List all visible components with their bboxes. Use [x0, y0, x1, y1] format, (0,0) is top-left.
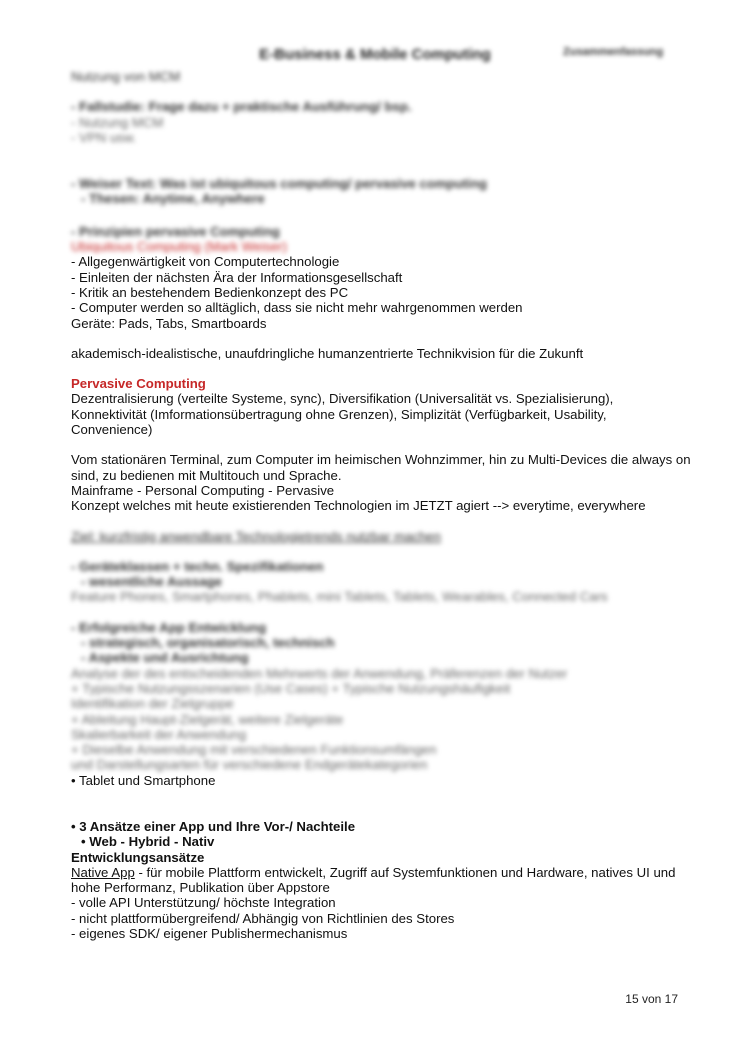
ubiquitous-item: - Computer werden so alltäglich, dass sie nicht mehr wahrgenommen werden: [71, 300, 523, 316]
section1-heading: - Fallstudie: Frage dazu + praktische Ausführung/ bsp.: [71, 99, 412, 115]
section4-sub: - wesentliche Aussage: [81, 574, 222, 590]
native-app-label: Native App: [71, 864, 135, 880]
native-item: - nicht plattformübergreifend/ Abhängig von Richtlinien des Stores: [71, 910, 455, 926]
vision-line: akademisch-idealistische, unaufdringliche humanzentrierte Technikvision für die Zukunft: [71, 345, 584, 361]
section6-heading: • 3 Ansätze einer App und Ihre Vor-/ Nachteile: [71, 818, 356, 834]
section1-item: - VPN usw.: [71, 129, 137, 145]
section4-goal: Ziel: kurzfristig anwendbare Technologietrends nutzbar machen: [71, 528, 441, 544]
devices-line: Geräte: Pads, Tabs, Smartboards: [71, 315, 267, 331]
section5-heading: - Erfolgreiche App Entwicklung: [71, 619, 267, 635]
approaches-heading: Entwicklungsansätze: [71, 849, 205, 865]
section1-item: - Nutzung MCM: [71, 114, 164, 130]
ubiquitous-item: - Einleiten der nächsten Ära der Informationsgesellschaft: [71, 269, 403, 285]
section5-sub: - Aspekte und Ausrichtung: [81, 650, 249, 666]
section5-line: und Darstellungsarten für verschiedene Endgerätekategorien: [71, 757, 428, 773]
section5-sub: - strategisch, organisatorisch, technisch: [81, 635, 335, 651]
pervasive-line3: Mainframe - Personal Computing - Pervasive: [71, 482, 335, 498]
page-number: 15 von 17: [625, 992, 678, 1006]
ubiquitous-item: - Kritik an bestehendem Bedienkonzept des PC: [71, 284, 349, 300]
section5-line: + Typische Nutzungsszenarien (Use Cases) + Typische Nutzungshäufigkeit: [71, 680, 511, 696]
section5-line: + Ableitung Haupt-Zielgerät, weitere Zielgeräte: [71, 711, 344, 727]
pervasive-para2: Vom stationären Terminal, zum Computer im heimischen Wohnzimmer, hin zu Multi-Devices die always on sind, zu bedienen mit Multitouch und Sprache.: [71, 452, 691, 483]
section2-sub: - Thesen: Anytime, Anywhere: [81, 191, 265, 207]
section2-heading: - Weiser Text: Was ist ubiquitous computing/ pervasive computing: [71, 176, 487, 192]
header-title: E-Business & Mobile Computing: [259, 46, 491, 63]
section4-devices: Feature Phones, Smartphones, Phablets, mini Tablets, Tablets, Wearables, Connected Cars: [71, 589, 608, 605]
section5-line: Analyse der des entscheidenden Mehrwerts der Anwendung, Präferenzen der Nutzer: [71, 665, 568, 681]
page-content: [71, 69, 691, 941]
native-app-paragraph: [71, 865, 691, 896]
header-summary-label: Zusammenfassung: [563, 46, 664, 58]
section6-sub: • Web - Hybrid - Nativ: [81, 834, 215, 850]
pervasive-heading: Pervasive Computing: [71, 376, 206, 392]
pervasive-para1: Dezentralisierung (verteilte Systeme, sync), Diversifikation (Universalität vs. Spezialisierung), Konnektivität (Imformationsübertragung ohne Grenzen), Simplizität (Verfügbarkeit, Usability, Convenience): [71, 391, 614, 438]
section5-line: Skalierbarkeit der Anwendung: [71, 726, 247, 742]
section3-heading: - Prinzipien pervasive Computing: [71, 223, 280, 239]
ubiquitous-heading: Ubiquitous Computing (Mark Weiser): [71, 239, 287, 255]
section5-line: Identifikation der Zielgruppe: [71, 696, 234, 712]
section5-line: + Dieselbe Anwendung mit verschiedenen Funktionsumfängen: [71, 742, 437, 758]
section4-heading: - Geräteklassen + techn. Spezifikationen: [71, 558, 324, 574]
tablet-smartphone-bullet: • Tablet und Smartphone: [71, 772, 216, 788]
section1-intro: Nutzung von MCM: [71, 69, 181, 84]
native-item: - eigenes SDK/ eigener Publishermechanismus: [71, 926, 348, 942]
ubiquitous-item: - Allgegenwärtigkeit von Computertechnologie: [71, 254, 340, 270]
native-app-text: - für mobile Plattform entwickelt, Zugriff auf Systemfunktionen und Hardware, natives UI und hohe Performanz, Publikation über Appstore: [71, 864, 676, 896]
pervasive-line4: Konzept welches mit heute existierenden Technologien im JETZT agiert --> everytime, everywhere: [71, 498, 646, 514]
native-item: - volle API Unterstützung/ höchste Integration: [71, 895, 336, 911]
